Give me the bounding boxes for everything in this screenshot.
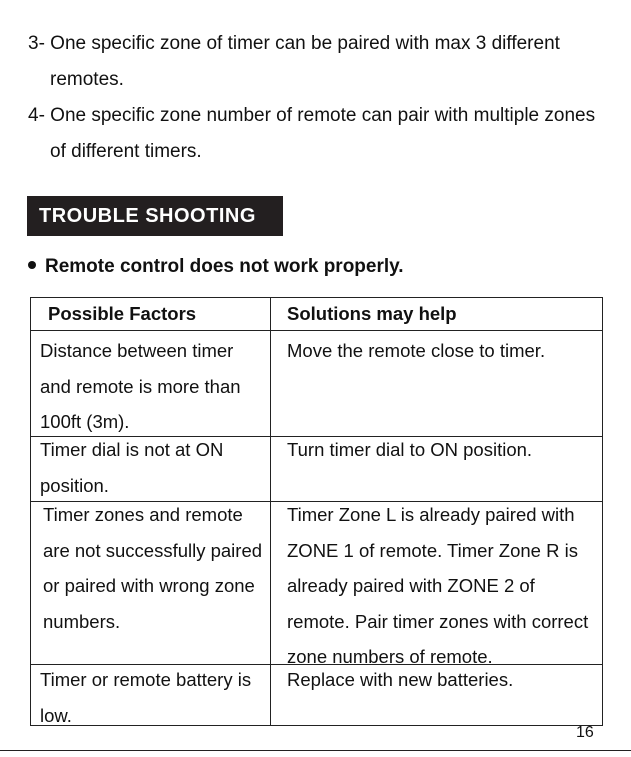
factor-line: or paired with wrong zone [43, 575, 255, 596]
factor-cell [40, 662, 265, 733]
solution-line: remote. Pair timer zones with correct [287, 610, 589, 632]
factor-line: 100ft (3m). [40, 411, 130, 432]
table-row [31, 437, 602, 502]
table-header-row [31, 298, 602, 331]
factor-line: Timer zones and remote [43, 504, 243, 525]
table-row [31, 502, 602, 665]
section-heading: TROUBLE SHOOTING [27, 196, 283, 236]
factor-cell [40, 432, 265, 503]
solution-line: Move the remote close to timer. [287, 340, 546, 361]
factor-line: and remote is more than [40, 375, 241, 397]
solution-line: Turn timer dial to ON position. [287, 439, 533, 460]
factor-line: Timer or remote battery is [40, 669, 252, 690]
header-solutions: Solutions may help [287, 303, 457, 324]
note-3-line-2: remotes. [50, 69, 124, 90]
bullet-title: Remote control does not work properly. [45, 256, 404, 277]
factor-cell [40, 333, 265, 440]
factor-line: low. [40, 704, 72, 726]
factor-line: are not successfully paired [43, 539, 263, 561]
troubleshooting-table [30, 297, 603, 726]
solution-line: already paired with ZONE 2 of [287, 575, 535, 596]
solution-line: Timer Zone L is already paired with [287, 504, 575, 525]
bullet-item [28, 252, 404, 282]
note-4 [28, 98, 595, 170]
factor-cell [43, 497, 268, 639]
note-3-line-1: 3- One specific zone of timer can be paired with max 3 different [28, 33, 560, 54]
bullet-dot-icon [28, 261, 36, 269]
factor-line: numbers. [43, 610, 121, 632]
table-row [31, 665, 602, 725]
solution-line: zone numbers of remote. [287, 646, 493, 667]
factor-line: Distance between timer [40, 340, 234, 361]
solution-cell [287, 497, 597, 675]
note-3 [28, 26, 560, 98]
note-4-line-1: 4- One specific zone number of remote can pair with multiple zones [28, 105, 596, 126]
factor-line: position. [40, 474, 109, 496]
table-row [31, 331, 602, 437]
solution-line: Replace with new batteries. [287, 669, 514, 690]
solution-cell [287, 333, 597, 369]
solution-cell [287, 432, 597, 468]
factor-line: Timer dial is not at ON [40, 439, 224, 460]
note-4-line-2: of different timers. [50, 141, 202, 162]
page-number: 16 [576, 724, 594, 741]
header-possible-factors: Possible Factors [48, 303, 197, 324]
footer-rule [0, 750, 631, 751]
solution-line: ZONE 1 of remote. Timer Zone R is [287, 539, 578, 561]
solution-cell [287, 662, 597, 698]
